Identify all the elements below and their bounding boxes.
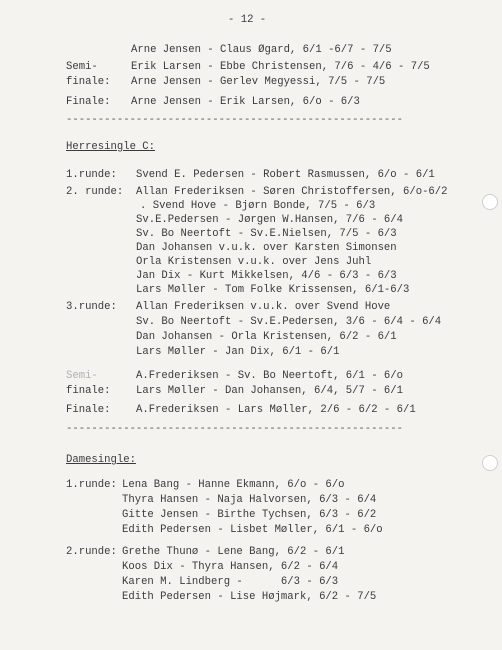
match-line: Orla Kristensen v.u.k. over Jens Juhl [136, 256, 372, 268]
match-line: Dan Johansen - Orla Kristensen, 6/2 - 6/1 [136, 331, 397, 343]
match-line: Jan Dix - Kurt Mikkelsen, 4/6 - 6/3 - 6/3 [136, 270, 397, 282]
match-line: A.Frederiksen - Sv. Bo Neertoft, 6/1 - 6/o [136, 370, 404, 382]
section-heading: Damesingle: [66, 454, 136, 466]
match-line: Sv. Bo Neertoft - Sv.E.Nielsen, 7/5 - 6/3 [136, 228, 397, 240]
match-line: Arne Jensen - Erik Larsen, 6/o - 6/3 [131, 96, 360, 108]
match-line: Grethe Thunø - Lene Bang, 6/2 - 6/1 [122, 546, 345, 558]
match-line: Lars Møller - Tom Folke Krissensen, 6/1-6/3 [136, 284, 410, 296]
round-label: Finale: [66, 96, 111, 108]
punch-hole-icon [482, 455, 498, 471]
round-label: Finale: [66, 404, 111, 416]
match-line: Thyra Hansen - Naja Halvorsen, 6/3 - 6/4 [122, 494, 377, 506]
match-line: . Svend Hove - Bjørn Bonde, 7/5 - 6/3 [140, 200, 376, 212]
match-line: Allan Frederiksen - Søren Christoffersen, 6/o-6/2 [136, 186, 448, 198]
match-line: Karen M. Lindberg - 6/3 - 6/3 [122, 576, 339, 588]
round-label: 1.runde: [66, 479, 117, 491]
round-label: finale: [66, 385, 111, 397]
separator-line: ----------------------------------------------------- [66, 423, 403, 435]
match-line: Edith Pedersen - Lise Højmark, 6/2 - 7/5 [122, 591, 377, 603]
match-line: Arne Jensen - Claus Øgard, 6/1 -6/7 - 7/5 [131, 44, 392, 56]
separator-line: ----------------------------------------------------- [66, 114, 403, 126]
match-line: Gitte Jensen - Birthe Tychsen, 6/3 - 6/2 [122, 509, 377, 521]
match-line: Lars Møller - Jan Dix, 6/1 - 6/1 [136, 346, 340, 358]
match-line: Lena Bang - Hanne Ekmann, 6/o - 6/o [122, 479, 345, 491]
match-line: Allan Frederiksen v.u.k. over Svend Hove [136, 301, 391, 313]
page-number: - 12 - [228, 14, 267, 26]
match-line: Sv. Bo Neertoft - Sv.E.Pedersen, 3/6 - 6/4 - 6/4 [136, 316, 442, 328]
match-line: Sv.E.Pedersen - Jørgen W.Hansen, 7/6 - 6/4 [136, 214, 404, 226]
match-line: Svend E. Pedersen - Robert Rasmussen, 6/o - 6/1 [136, 169, 435, 181]
round-label: 2.runde: [66, 546, 117, 558]
round-label: finale: [66, 76, 111, 88]
match-line: Arne Jensen - Gerlev Megyessi, 7/5 - 7/5 [131, 76, 386, 88]
match-line: Koos Dix - Thyra Hansen, 6/2 - 6/4 [122, 561, 339, 573]
round-label: 3.runde: [66, 301, 117, 313]
round-label: Semi- [66, 61, 98, 73]
round-label: Semi- [66, 370, 98, 382]
punch-hole-icon [482, 194, 498, 210]
section-heading: Herresingle C: [66, 141, 156, 153]
match-line: A.Frederiksen - Lars Møller, 2/6 - 6/2 - 6/1 [136, 404, 416, 416]
round-label: 2. runde: [66, 186, 124, 198]
match-line: Erik Larsen - Ebbe Christensen, 7/6 - 4/6 - 7/5 [131, 61, 430, 73]
match-line: Lars Møller - Dan Johansen, 6/4, 5/7 - 6/1 [136, 385, 404, 397]
round-label: 1.runde: [66, 169, 117, 181]
match-line: Edith Pedersen - Lisbet Møller, 6/1 - 6/o [122, 524, 383, 536]
match-line: Dan Johansen v.u.k. over Karsten Simonsen [136, 242, 397, 254]
